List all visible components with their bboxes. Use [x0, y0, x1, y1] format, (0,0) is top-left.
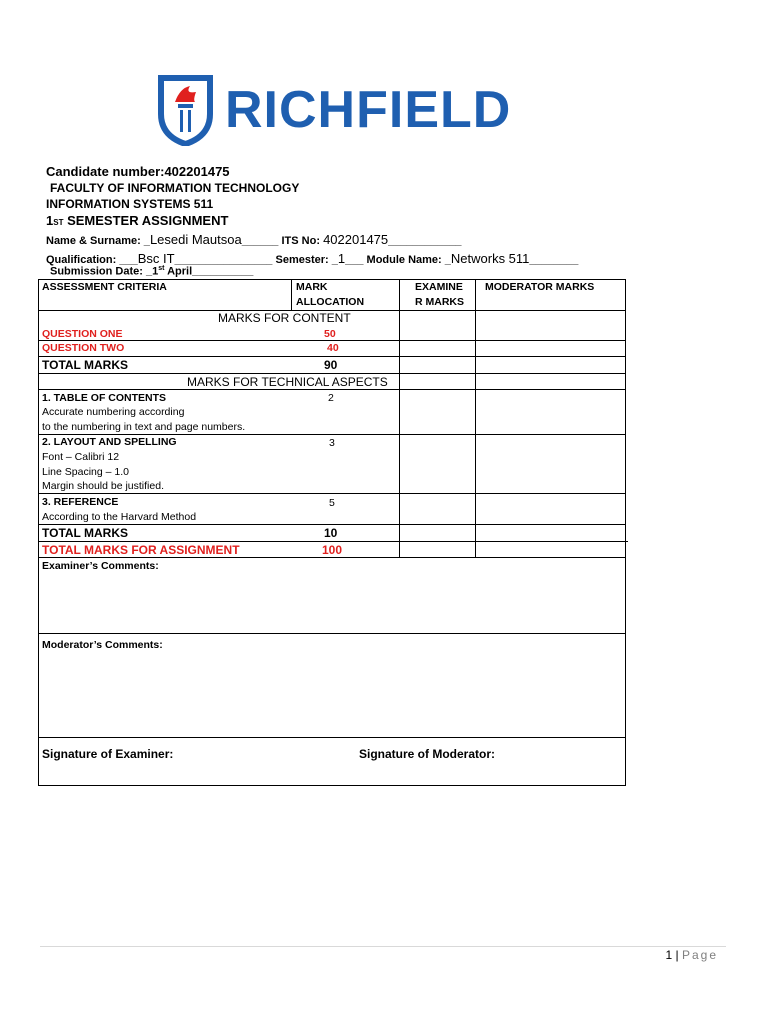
- toc-line-2: to the numbering in text and page numbers.: [42, 421, 246, 433]
- total-marks-technical-label: TOTAL MARKS: [42, 526, 128, 540]
- its-value: 402201475: [323, 232, 389, 247]
- question-one-marks: 50: [324, 328, 336, 340]
- reference-line-1: According to the Harvard Method: [42, 511, 197, 523]
- reference-marks: 5: [329, 497, 335, 509]
- header-allocation: ALLOCATION: [296, 296, 365, 308]
- total-marks-content-value: 90: [324, 358, 338, 372]
- page-number: 1 | Page: [665, 948, 718, 962]
- question-two-marks: 40: [327, 342, 339, 354]
- question-two-label: QUESTION TWO: [42, 342, 125, 354]
- submission-date: Submission Date: _1st April__________: [50, 265, 254, 278]
- toc-marks: 2: [328, 392, 334, 404]
- marks-for-content-title: MARKS FOR CONTENT: [218, 311, 351, 325]
- header-examiner-2: R MARKS: [415, 296, 464, 308]
- examiner-comments-label: Examiner’s Comments:: [42, 560, 159, 572]
- layout-marks: 3: [329, 437, 335, 449]
- name-value: Lesedi Mautsoa: [149, 232, 242, 247]
- layout-line-2: Line Spacing – 1.0: [42, 466, 129, 478]
- header-examiner: EXAMINE: [415, 281, 463, 293]
- footer-divider: [40, 946, 726, 947]
- header-assessment-criteria: ASSESSMENT CRITERIA: [42, 281, 167, 293]
- header-mark: MARK: [296, 281, 328, 293]
- question-one-label: QUESTION ONE: [42, 328, 123, 340]
- shield-icon: [161, 78, 210, 144]
- signature-examiner-label: Signature of Examiner:: [42, 747, 174, 761]
- candidate-number: Candidate number:402201475: [46, 164, 230, 179]
- layout-line-1: Font – Calibri 12: [42, 451, 120, 463]
- technical-aspects-title: MARKS FOR TECHNICAL ASPECTS: [187, 375, 388, 389]
- faculty: FACULTY OF INFORMATION TECHNOLOGY: [50, 181, 300, 195]
- module-title: INFORMATION SYSTEMS 511: [46, 197, 214, 211]
- semester-assignment: 1ST SEMESTER ASSIGNMENT: [46, 213, 229, 228]
- layout-line-3: Margin should be justified.: [42, 480, 164, 492]
- toc-line-1: Accurate numbering according: [42, 406, 185, 418]
- logo-text: RICHFIELD: [225, 81, 512, 139]
- signature-moderator-label: Signature of Moderator:: [359, 747, 496, 761]
- qualification-row: Qualification: ___Bsc IT________________ Semester: _1___ Module Name: _Networks 511________: [46, 251, 579, 266]
- toc-title: 1. TABLE OF CONTENTS: [42, 392, 167, 404]
- layout-title: 2. LAYOUT AND SPELLING: [42, 436, 177, 448]
- grand-total-value: 100: [322, 543, 343, 557]
- grand-total-label: TOTAL MARKS FOR ASSIGNMENT: [42, 543, 240, 557]
- name-row: Name & Surname: _Lesedi Mautsoa______ ITS No: 402201475____________: [46, 232, 462, 247]
- total-marks-content-label: TOTAL MARKS: [42, 358, 128, 372]
- total-marks-technical-value: 10: [324, 526, 338, 540]
- moderator-comments-label: Moderator’s Comments:: [42, 639, 163, 651]
- header-moderator-marks: MODERATOR MARKS: [485, 281, 595, 293]
- reference-title: 3. REFERENCE: [42, 496, 119, 508]
